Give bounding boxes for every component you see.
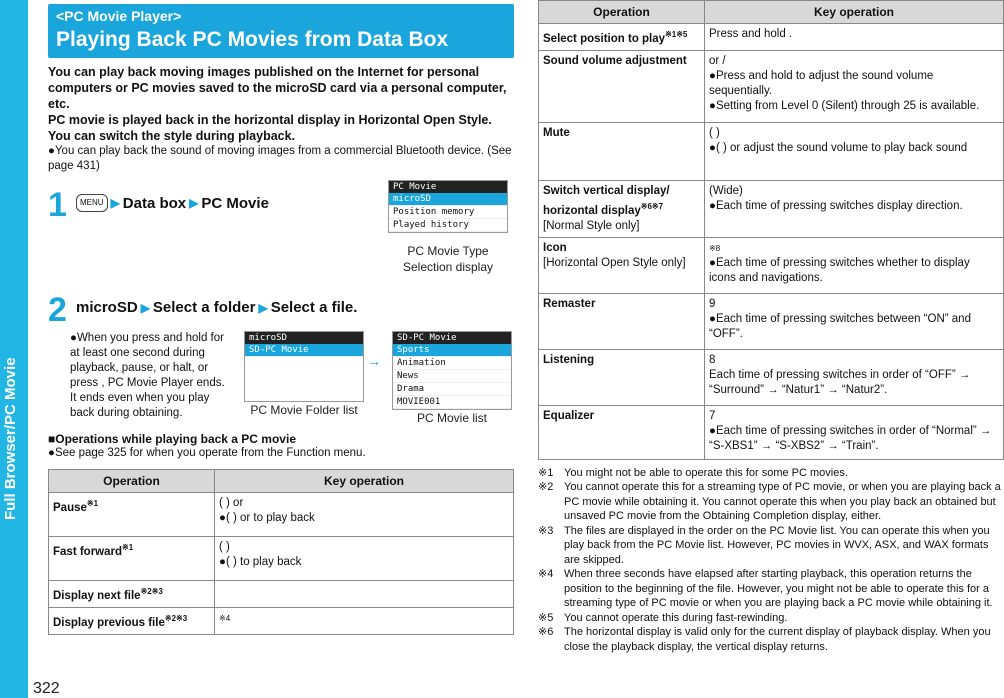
key-operation-note: ●( ) to play back (219, 556, 302, 568)
side-tab (0, 0, 28, 698)
table-row (539, 50, 1004, 122)
key-operation: 8 (709, 353, 716, 366)
table-row (539, 180, 1004, 237)
step-2-note: ●When you press and hold for at least one second during playback, pause, or halt, or press , PC Movie Player ends. It ends even when you play back during obtaining. (70, 332, 225, 419)
op-label: Fast forward (53, 545, 123, 558)
key-operation: ※4 (219, 613, 231, 623)
footnote-text: The files are displayed in the order on the PC Movie list. You can operate this when you play back from the PC Movie list. However, PC movies in WVX, ASX, and WAX formats are skipped. (564, 524, 990, 566)
table-row (539, 405, 1004, 459)
arrow-right-icon: → (367, 353, 381, 369)
footnotes (538, 466, 1004, 655)
table-header: Key operation (705, 1, 1004, 24)
screen-row[interactable]: Sports (393, 344, 511, 357)
operations-table-left (48, 469, 514, 635)
screen-row[interactable]: microSD (389, 193, 507, 206)
page-title: Playing Back PC Movies from Data Box (56, 28, 449, 51)
table-row (49, 493, 514, 537)
table-header: Operation (49, 470, 215, 493)
page-number: 322 (33, 680, 60, 697)
step-2-item-1: microSD (76, 299, 138, 316)
footnote-text: You cannot operate this during fast-rewinding. (564, 611, 788, 624)
table-row (49, 581, 514, 608)
screen-movie-list (392, 331, 512, 410)
key-operation-note: ●Each time of pressing switches in order of “Normal” → “S-XBS1” → “S-XBS2” → “Train”. (709, 424, 992, 452)
key-operation-note: ●Each time of pressing switches whether to display icons and navigations. (709, 256, 970, 284)
screen-caption: PC Movie Type Selection display (402, 244, 494, 274)
footnote-mark: ※3 (538, 524, 554, 537)
bluetooth-note: ●You can play back the sound of moving images from a commercial Bluetooth device. (See page 431) (48, 145, 512, 172)
footnote-text: You cannot operate this for a streaming type of PC movie, or when you are playing back a PC movie while obtaining it. You cannot operate this when you play back an obtained but unsaved PC movie from the Obtaining Completion display, either. (564, 481, 1001, 523)
screen-title: microSD (249, 333, 287, 343)
screen-title: SD-PC Movie (397, 333, 457, 343)
op-label: Select position to play (543, 32, 666, 45)
step-1-item-2: PC Movie (201, 194, 269, 212)
side-tab-label: Full Browser/PC Movie (2, 357, 19, 520)
table-row (539, 237, 1004, 293)
title-box (48, 4, 514, 58)
screen-row[interactable]: Animation (393, 357, 511, 370)
left-column (48, 4, 514, 635)
key-operation: or / (709, 54, 726, 67)
key-operation: ( ) (709, 126, 720, 139)
op-condition: [Normal Style only] (543, 219, 640, 232)
screen-title: PC Movie (393, 182, 437, 192)
footnote-mark: ※4 (538, 568, 554, 581)
footnote-text: The horizontal display is valid only for the current display of playback display. When you close the playback display, the vertical display returns. (564, 626, 991, 653)
key-operation: 9 (709, 297, 716, 310)
key-operation: ( ) (219, 541, 230, 553)
step-1 (48, 174, 514, 275)
menu-key-icon: MENU (76, 194, 108, 212)
op-footnote-ref: ※6※7 (640, 201, 664, 211)
key-operation-note: ●Each time of pressing switches display direction. (709, 199, 963, 212)
op-label: Display next file (53, 589, 141, 602)
triangle-right-icon: ▶ (140, 300, 150, 315)
footnote-mark: ※2 (538, 481, 554, 494)
operations-heading: ■Operations while playing back a PC movie (48, 432, 296, 446)
op-label: Equalizer (543, 409, 595, 422)
table-row (539, 293, 1004, 349)
op-label: Icon (543, 241, 567, 254)
screen-folder-list (244, 331, 364, 402)
footnote-text: You might not be able to operate this for some PC movies. (564, 466, 848, 479)
screen-row[interactable]: Played history (389, 219, 507, 232)
table-header: Key operation (215, 470, 514, 493)
table-header: Operation (539, 1, 705, 24)
screen-caption: PC Movie Folder list (250, 403, 358, 417)
key-operation: ( ) or (219, 497, 244, 509)
footnote-mark: ※6 (538, 626, 554, 639)
op-footnote-ref: ※2※3 (140, 587, 163, 596)
key-operation: (Wide) (709, 184, 743, 197)
table-row (49, 537, 514, 581)
screen-movie-type (388, 180, 508, 233)
table-row (539, 122, 1004, 180)
op-label: Remaster (543, 297, 596, 310)
op-footnote-ref: ※1※5 (665, 30, 688, 39)
footnote (538, 611, 1004, 626)
screen-row[interactable]: SD-PC Movie (245, 344, 363, 357)
op-footnote-ref: ※1 (122, 543, 134, 552)
key-operation-note: ●Each time of pressing switches between “ON” and “OFF”. (709, 312, 971, 340)
triangle-right-icon: ▶ (189, 196, 199, 210)
key-operation: ※8 (709, 243, 721, 253)
step-2 (48, 293, 514, 327)
footnote (538, 466, 1004, 481)
key-operation-note: ●( ) or to play back (219, 512, 315, 524)
table-row (539, 24, 1004, 51)
lead-paragraph-2: PC movie is played back in the horizontal display in Horizontal Open Style. You can switch the style during playback. (48, 113, 492, 143)
key-operation-note: ●( ) or adjust the sound volume to play back sound (709, 141, 968, 154)
footnote (538, 480, 1004, 524)
key-operation: Press and hold . (709, 28, 793, 40)
op-label: Listening (543, 353, 595, 366)
op-condition: [Horizontal Open Style only] (543, 256, 686, 269)
footnote-mark: ※1 (538, 466, 554, 479)
step-2-item-3: Select a file. (270, 299, 358, 316)
step-1-number: 1 (48, 186, 67, 224)
op-label: Switch vertical display/ horizontal display (543, 184, 670, 217)
triangle-right-icon: ▶ (110, 196, 120, 210)
op-label: Mute (543, 126, 570, 139)
key-operation: 7 (709, 409, 716, 422)
op-label: Sound volume adjustment (543, 54, 687, 67)
screen-caption: PC Movie list (416, 411, 487, 425)
footnote (538, 567, 1004, 611)
op-label: Pause (53, 501, 87, 514)
key-operation-note: Each time of pressing switches in order of “OFF” → “Surround” → “Natur1” → “Natur2”. (709, 368, 971, 396)
table-row (49, 607, 514, 634)
lead-paragraph-1: You can play back moving images published on the Internet for personal computers or PC movies saved to the microSD card via a personal computer, etc. (48, 65, 507, 111)
footnote (538, 625, 1004, 654)
op-footnote-ref: ※1 (86, 499, 99, 508)
key-operation-note: ●Press and hold to adjust the sound volume sequentially. ●Setting from Level 0 (Silent) through 25 is available. (709, 69, 980, 112)
footnote-text: When three seconds have elapsed after starting playback, this operation returns the position to the beginning of the file. However, you might not be able to operate this for a streaming type of PC movie or when you are playing back a PC movie while obtaining it. (564, 568, 993, 610)
table-row (539, 349, 1004, 405)
footnote (538, 524, 1004, 568)
right-column (538, 0, 1004, 654)
op-footnote-ref: ※2※3 (164, 613, 188, 623)
screen-row[interactable]: MOVIE001 (393, 396, 511, 409)
step-2-item-2: Select a folder (152, 299, 256, 316)
op-label: Display previous file (53, 616, 165, 629)
screen-row[interactable]: Drama (393, 383, 511, 396)
footnote-mark: ※5 (538, 611, 554, 624)
title-sub: <PC Movie Player> (56, 8, 182, 24)
step-2-number: 2 (48, 291, 67, 329)
screen-row[interactable]: News (393, 370, 511, 383)
triangle-right-icon: ▶ (258, 300, 268, 315)
operations-table-right (538, 0, 1004, 460)
step-1-item-1: Data box (122, 194, 187, 212)
operations-note: ●See page 325 for when you operate from the Function menu. (48, 447, 366, 459)
screen-row[interactable]: Position memory (389, 206, 507, 219)
